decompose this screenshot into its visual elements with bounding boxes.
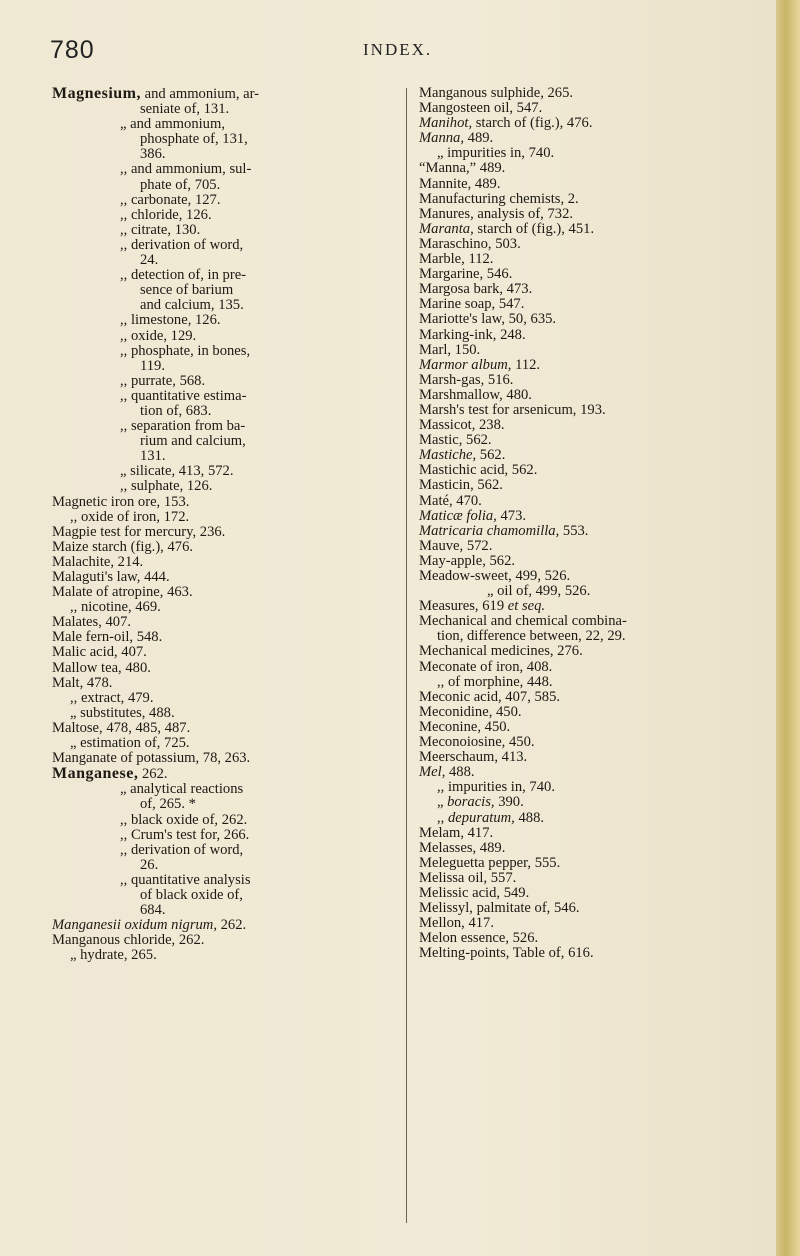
- index-entry: [419, 116, 774, 131]
- entry-text: Mechanical medicines, 276.: [419, 643, 583, 660]
- entry-text: Maraschino, 503.: [419, 235, 521, 252]
- index-entry: [419, 358, 774, 373]
- entry-text: of, 265. *: [140, 796, 196, 813]
- entry-text: May-apple, 562.: [419, 552, 516, 569]
- index-entry: [52, 238, 397, 253]
- entry-text: ,, oxide of iron, 172.: [70, 508, 190, 525]
- index-entry: [52, 948, 397, 963]
- index-entry: [419, 826, 774, 841]
- index-entry: [52, 178, 397, 193]
- entry-text: ,, derivation of word,: [120, 841, 244, 858]
- index-entry: [52, 359, 397, 374]
- entry-text: „ hydrate, 265.: [70, 947, 157, 964]
- index-entry: [419, 463, 774, 478]
- entry-text: Maticæ folia,: [419, 507, 497, 524]
- entry-text: ,, detection of, in pre-: [120, 267, 247, 284]
- index-entry: [419, 554, 774, 569]
- index-entry: [419, 765, 774, 780]
- index-entry: [419, 750, 774, 765]
- entry-text: Mastiche,: [419, 447, 477, 464]
- entry-text: 119.: [140, 357, 165, 374]
- index-entry: [419, 252, 774, 267]
- index-entry: [419, 418, 774, 433]
- entry-text: Mastic, 562.: [419, 432, 492, 449]
- entry-text: Mariotte's law, 50, 635.: [419, 311, 557, 328]
- index-entry: [419, 433, 774, 448]
- index-entry: [52, 782, 397, 797]
- index-entry: [52, 615, 397, 630]
- index-entry: [419, 629, 774, 644]
- index-entry: [52, 813, 397, 828]
- entry-text: Mel,: [419, 764, 446, 781]
- index-entry: [419, 644, 774, 659]
- index-entry: [52, 464, 397, 479]
- index-entry: [52, 86, 397, 102]
- index-entry: [419, 901, 774, 916]
- entry-text: Marmor album,: [419, 356, 512, 373]
- entry-text: Mellon, 417.: [419, 915, 494, 932]
- entry-text: tion, difference between, 22, 29.: [437, 628, 626, 645]
- index-entry: [52, 751, 397, 766]
- index-entry: [419, 312, 774, 327]
- entry-text: Melting-points, Table of, 616.: [419, 945, 594, 962]
- entry-text: ,, quantitative estima-: [120, 387, 247, 404]
- entry-text: Meconate of iron, 408.: [419, 658, 553, 675]
- entry-rest: 488.: [445, 764, 475, 781]
- column-divider: [406, 88, 407, 1223]
- entry-text: Magnesium,: [52, 85, 141, 102]
- index-entry: [419, 811, 774, 826]
- index-entry: [52, 661, 397, 676]
- entry-text: Mannite, 489.: [419, 175, 501, 192]
- entry-text: Malachite, 214.: [52, 553, 144, 570]
- entry-text: ,, nicotine, 469.: [70, 599, 161, 616]
- index-entry: [419, 207, 774, 222]
- entry-text: ,, citrate, 130.: [120, 221, 201, 238]
- entry-text: Marine soap, 547.: [419, 296, 525, 313]
- entry-text: Meconidine, 450.: [419, 703, 522, 720]
- index-entry: [52, 223, 397, 238]
- entry-text: Manihot,: [419, 115, 473, 132]
- entry-rest: and ammonium, ar-: [141, 86, 260, 102]
- entry-text: ,,: [437, 809, 445, 826]
- index-entry: [419, 373, 774, 388]
- entry-text: Maltose, 478, 485, 487.: [52, 719, 191, 736]
- running-head: INDEX.: [363, 40, 433, 59]
- entry-text: sence of barium: [140, 282, 234, 299]
- entry-text: ,, derivation of word,: [120, 236, 244, 253]
- index-entry: [52, 676, 397, 691]
- index-entry: [52, 434, 397, 449]
- entry-rest: starch of (fig.), 451.: [473, 220, 595, 237]
- entry-text: tion of, 683.: [140, 402, 212, 419]
- entry-text: ,, purrate, 568.: [120, 372, 206, 389]
- index-entry: [52, 374, 397, 389]
- entry-text: Marking-ink, 248.: [419, 326, 526, 343]
- entry-italic: et seq.: [504, 598, 546, 615]
- index-entry: [52, 404, 397, 419]
- index-entry: [52, 903, 397, 918]
- index-entry: [52, 147, 397, 162]
- entry-text: ,, Crum's test for, 266.: [120, 826, 250, 843]
- index-entry: [419, 916, 774, 931]
- index-entry: [419, 494, 774, 509]
- index-entry: [419, 509, 774, 524]
- entry-text: Margosa bark, 473.: [419, 281, 533, 298]
- entry-text: Malates, 407.: [52, 614, 132, 631]
- index-entry: [52, 283, 397, 298]
- entry-text: 24.: [140, 252, 159, 269]
- entry-text: Margarine, 546.: [419, 266, 513, 283]
- entry-text: of black oxide of,: [140, 886, 243, 903]
- index-entry: [52, 721, 397, 736]
- entry-text: „ oil of, 499, 526.: [487, 583, 591, 600]
- entry-text: 131.: [140, 448, 166, 465]
- index-entry: [52, 706, 397, 721]
- entry-text: Marl, 150.: [419, 341, 481, 358]
- index-entry: [52, 208, 397, 223]
- index-entry: [419, 403, 774, 418]
- index-entry: [52, 479, 397, 494]
- index-entry: [419, 856, 774, 871]
- index-entry: [419, 841, 774, 856]
- index-entry: [52, 540, 397, 555]
- index-entry: [52, 797, 397, 812]
- entry-text: Masticin, 562.: [419, 477, 503, 494]
- index-entry: [52, 102, 397, 117]
- index-entry: [52, 268, 397, 283]
- entry-text: Maranta,: [419, 220, 474, 237]
- index-entry: [52, 888, 397, 903]
- entry-rest: 112.: [511, 356, 541, 373]
- index-entry: [52, 555, 397, 570]
- entry-text: Mangosteen oil, 547.: [419, 100, 543, 117]
- entry-text: 684.: [140, 902, 166, 919]
- index-entry: [52, 298, 397, 313]
- index-entry: [419, 569, 774, 584]
- entry-text: 26.: [140, 856, 159, 873]
- entry-text: ,, and ammonium, sul-: [120, 161, 252, 178]
- index-entry: [419, 282, 774, 297]
- index-entry: [52, 736, 397, 751]
- index-entry: [419, 328, 774, 343]
- entry-text: „ impurities in, 740.: [437, 145, 555, 162]
- index-column-right: [419, 86, 774, 961]
- index-entry: [419, 192, 774, 207]
- entry-text: ,, sulphate, 126.: [120, 478, 213, 495]
- index-entry: [419, 675, 774, 690]
- entry-text: Matricaria chamomilla,: [419, 522, 560, 539]
- entry-text: Magpie test for mercury, 236.: [52, 523, 226, 540]
- entry-text: Malic acid, 407.: [52, 644, 147, 661]
- entry-text: Manures, analysis of, 732.: [419, 205, 574, 222]
- entry-rest: 473.: [496, 507, 527, 524]
- entry-text: phosphate of, 131,: [140, 131, 248, 148]
- index-column-left: [52, 86, 397, 963]
- index-entry: [52, 419, 397, 434]
- page-edge: [776, 0, 800, 1256]
- index-entry: [52, 313, 397, 328]
- index-entry: [52, 132, 397, 147]
- entry-text: Manganous chloride, 262.: [52, 932, 205, 949]
- index-entry: [52, 329, 397, 344]
- entry-rest: 488.: [514, 809, 545, 826]
- entry-text: ,, quantitative analysis: [120, 871, 251, 888]
- index-entry: [419, 524, 774, 539]
- entry-text: rium and calcium,: [140, 433, 246, 450]
- entry-text: Malt, 478.: [52, 674, 113, 691]
- entry-rest: starch of (fig.), 476.: [472, 115, 593, 132]
- entry-text: Meleguetta pepper, 555.: [419, 854, 561, 871]
- entry-text: ,, limestone, 126.: [120, 312, 221, 329]
- entry-text: Meadow-sweet, 499, 526.: [419, 568, 571, 584]
- entry-text: Melam, 417.: [419, 824, 494, 841]
- index-entry: [52, 630, 397, 645]
- index-entry: [52, 691, 397, 706]
- entry-rest: 262.: [216, 917, 247, 934]
- index-entry: [419, 448, 774, 463]
- index-entry: [419, 886, 774, 901]
- entry-text: ,, phosphate, in bones,: [120, 342, 251, 359]
- index-entry: [52, 645, 397, 660]
- index-entry: [419, 931, 774, 946]
- entry-text: Maté, 470.: [419, 492, 482, 509]
- index-entry: [52, 525, 397, 540]
- entry-text: ,, oxide, 129.: [120, 327, 197, 344]
- index-entry: [419, 267, 774, 282]
- entry-text: Mallow tea, 480.: [52, 659, 151, 676]
- index-entry: [419, 871, 774, 886]
- entry-text: Meconic acid, 407, 585.: [419, 688, 561, 705]
- entry-text: Malaguti's law, 444.: [52, 569, 170, 585]
- index-entry: [419, 599, 774, 614]
- entry-text: „: [437, 794, 444, 811]
- entry-text: Manganate of potassium, 78, 263.: [52, 750, 251, 767]
- entry-text: ,, of morphine, 448.: [437, 673, 553, 690]
- entry-text: Magnetic iron ore, 153.: [52, 493, 190, 510]
- entry-text: Melon essence, 526.: [419, 930, 539, 947]
- entry-rest: 262.: [138, 766, 168, 783]
- entry-text: “Manna,” 489.: [419, 160, 506, 177]
- index-entry: [419, 237, 774, 252]
- index-entry: [419, 735, 774, 750]
- entry-text: Mastichic acid, 562.: [419, 462, 538, 479]
- entry-text: Manganous sulphide, 265.: [419, 85, 574, 101]
- entry-text: ,, impurities in, 740.: [437, 779, 555, 796]
- entry-text: Male fern-oil, 548.: [52, 629, 163, 646]
- index-entry: [52, 843, 397, 858]
- index-entry: [52, 449, 397, 464]
- entry-text: ,, black oxide of, 262.: [120, 811, 248, 828]
- entry-text: „ silicate, 413, 572.: [120, 463, 234, 480]
- entry-text: Marshmallow, 480.: [419, 386, 532, 403]
- entry-text: ,, extract, 479.: [70, 689, 154, 706]
- index-entry: [419, 388, 774, 403]
- entry-text: „ substitutes, 488.: [70, 704, 175, 721]
- index-entry: [52, 873, 397, 888]
- index-entry: [419, 86, 774, 101]
- index-entry: [52, 585, 397, 600]
- index-entry: [419, 795, 774, 810]
- index-entry: [52, 600, 397, 615]
- index-entry: [419, 584, 774, 599]
- entry-text: Marsh-gas, 516.: [419, 371, 514, 388]
- entry-text: seniate of, 131.: [140, 101, 230, 118]
- entry-text: „ estimation of, 725.: [70, 735, 190, 752]
- entry-text: Melissa oil, 557.: [419, 869, 517, 886]
- entry-text: Meconoiosine, 450.: [419, 734, 535, 751]
- index-entry: [52, 162, 397, 177]
- index-entry: [52, 193, 397, 208]
- entry-text: Manganesii oxidum nigrum,: [52, 917, 217, 934]
- index-entry: [419, 222, 774, 237]
- entry-rest: 390.: [494, 794, 524, 811]
- index-entry: [419, 660, 774, 675]
- entry-text: ,, separation from ba-: [120, 418, 246, 435]
- entry-text: Mauve, 572.: [419, 537, 493, 554]
- index-entry: [52, 766, 397, 782]
- index-entry: [419, 146, 774, 161]
- entry-text: Mechanical and chemical combina-: [419, 613, 627, 630]
- index-entry: [52, 918, 397, 933]
- index-entry: [419, 705, 774, 720]
- index-entry: [52, 495, 397, 510]
- entry-text: 386.: [140, 146, 166, 163]
- entry-rest: 562.: [476, 447, 506, 464]
- index-entry: [419, 690, 774, 705]
- entry-text: Measures, 619: [419, 598, 505, 615]
- entry-text: „ analytical reactions: [120, 781, 244, 798]
- index-entry: [419, 161, 774, 176]
- entry-rest: 489.: [464, 130, 494, 147]
- entry-text: Manufacturing chemists, 2.: [419, 190, 579, 207]
- entry-text: Malate of atropine, 463.: [52, 584, 193, 601]
- index-entry: [419, 478, 774, 493]
- entry-text: Manganese,: [52, 765, 139, 783]
- index-entry: [52, 828, 397, 843]
- page-number: 780: [50, 36, 95, 64]
- index-entry: [52, 858, 397, 873]
- entry-text: Meerschaum, 413.: [419, 749, 528, 766]
- entry-text: Meconine, 450.: [419, 718, 511, 735]
- entry-text: Marble, 112.: [419, 251, 494, 268]
- entry-text: Melasses, 489.: [419, 839, 506, 856]
- index-entry: [52, 344, 397, 359]
- entry-text: Melissyl, palmitate of, 546.: [419, 900, 580, 917]
- entry-text: ,, chloride, 126.: [120, 206, 212, 223]
- index-entry: [419, 131, 774, 146]
- entry-text: ,, carbonate, 127.: [120, 191, 221, 208]
- entry-rest: 553.: [559, 522, 589, 539]
- entry-text: Melissic acid, 549.: [419, 884, 530, 901]
- entry-text: Maize starch (fig.), 476.: [52, 538, 194, 555]
- index-entry: [419, 177, 774, 192]
- index-entry: [419, 101, 774, 116]
- entry-text: and calcium, 135.: [140, 297, 244, 314]
- entry-italic: boracis,: [443, 794, 495, 811]
- entry-text: phate of, 705.: [140, 176, 221, 193]
- entry-text: Manna,: [419, 130, 464, 147]
- index-entry: [419, 720, 774, 735]
- entry-text: Massicot, 238.: [419, 417, 505, 434]
- index-entry: [419, 946, 774, 961]
- entry-italic: depuratum,: [444, 809, 515, 826]
- index-entry: [419, 539, 774, 554]
- index-entry: [419, 614, 774, 629]
- index-entry: [52, 570, 397, 585]
- index-entry: [419, 780, 774, 795]
- entry-text: Marsh's test for arsenicum, 193.: [419, 401, 606, 418]
- index-entry: [52, 253, 397, 268]
- index-entry: [52, 389, 397, 404]
- index-entry: [419, 343, 774, 358]
- index-entry: [52, 933, 397, 948]
- entry-text: „ and ammonium,: [120, 116, 225, 133]
- index-entry: [52, 510, 397, 525]
- index-entry: [52, 117, 397, 132]
- index-entry: [419, 297, 774, 312]
